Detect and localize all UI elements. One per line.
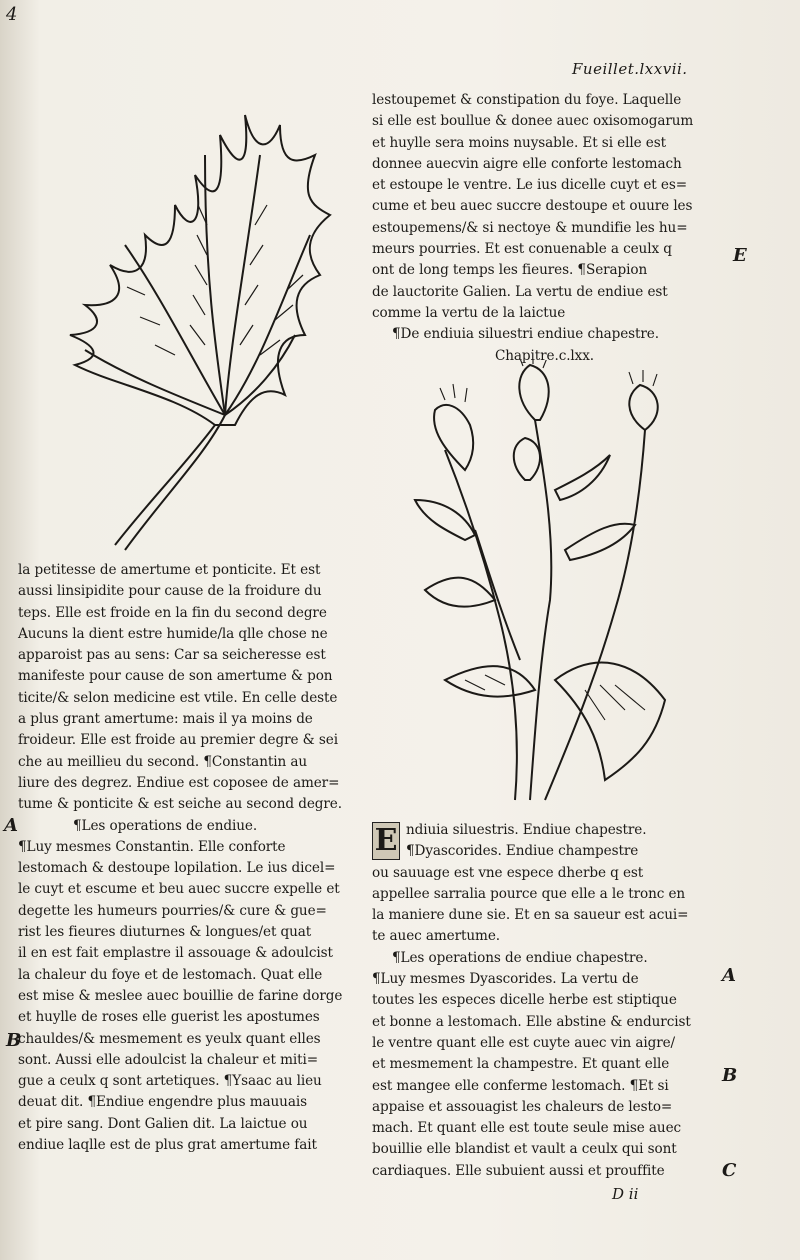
left-line-24: est mise & meslee auec bouillie de farine dorge — [18, 987, 343, 1004]
left-section-heading: ¶Les operations de endiue. — [73, 817, 258, 834]
left-line-19: le cuyt et escume et beu auec succre expelle et — [18, 881, 340, 898]
margin-letter-left-b: B — [6, 1030, 22, 1051]
margin-letter-right-c: C — [722, 1160, 737, 1181]
woodcut-wild-endive-illustration — [405, 360, 685, 820]
right-top-line-5: et estoupe le ventre. Le ius dicelle cuyt et es= — [372, 177, 687, 194]
left-line-6: manifeste pour cause de son amertume & pon — [18, 668, 333, 685]
right-column-bottom — [372, 820, 717, 1182]
right-bottom-line-17: cardiaques. Elle subuient aussi et prouffite — [372, 1162, 665, 1179]
right-bottom-line-11: le ventre quant elle est cuyte auec vin aigre/ — [372, 1034, 676, 1051]
decorated-initial: E — [372, 822, 400, 860]
left-line-26: chauldes/& mesmement es yeulx quant elles — [18, 1030, 321, 1047]
left-line-9: froideur. Elle est froide au premier degre & sei — [18, 732, 338, 749]
right-bottom-line-15: mach. Et quant elle est toute seule mise auec — [372, 1120, 682, 1137]
right-bottom-line-2: ¶Dyascorides. Endiue champestre — [406, 843, 639, 860]
left-line-22: il en est fait emplastre il assouage & adoulcist — [18, 945, 333, 962]
left-line-25: et huylle de roses elle guerist les apostumes — [18, 1009, 320, 1026]
page-number-top-left: 4 — [6, 4, 18, 25]
right-bottom-line-10: et bonne a lestomach. Elle abstine & endurcist — [372, 1013, 691, 1030]
right-bottom-line-5: la maniere dune sie. Et en sa saueur est acui= — [372, 907, 689, 924]
right-top-line-7: estoupemens/& si nectoye & mundifie les hu= — [372, 219, 688, 236]
right-bottom-line-6: te auec amertume. — [372, 928, 500, 945]
chapter-title: ¶De endiuia siluestri endiue chapestre. — [392, 326, 659, 343]
left-line-20: degette les humeurs pourries/& cure & gue= — [18, 902, 327, 919]
left-line-8: a plus grant amertume: mais il ya moins de — [18, 711, 313, 728]
right-top-line-4: donnee auecvin aigre elle conforte lestomach — [372, 155, 682, 172]
right-section-heading: ¶Les operations de endiue chapestre. — [392, 949, 648, 966]
right-top-line-2: si elle est boullue & donee auec oxisomogarum — [372, 113, 694, 130]
margin-letter-right-a: A — [722, 965, 736, 986]
right-bottom-line-1: E ndiuia siluestris. Endiue chapestre. — [372, 820, 717, 841]
right-top-line-9: ont de long temps les fieures. ¶Serapion — [372, 262, 648, 279]
left-line-12: tume & ponticite & est seiche au second degre. — [18, 796, 342, 813]
left-line-7: ticite/& selon medicine est vtile. En celle deste — [18, 689, 338, 706]
left-line-17: ¶Luy mesmes Constantin. Elle conforte — [18, 838, 286, 855]
running-head-folio: Fueillet.lxxvii. — [572, 60, 688, 78]
right-bottom-line-14: appaise et assouagist les chaleurs de lesto= — [372, 1098, 673, 1115]
signature-mark: D ii — [612, 1185, 639, 1203]
left-line-1: la petitesse de amertume et ponticite. Et est — [18, 562, 321, 578]
left-line-3: teps. Elle est froide en la fin du second degre — [18, 604, 327, 621]
right-bottom-line-8: ¶Luy mesmes Dyascorides. La vertu de — [372, 971, 639, 988]
right-bottom-line-13: est mangee elle conferme lestomach. ¶Et si — [372, 1077, 669, 1094]
right-top-line-3: et huylle sera moins nuysable. Et si elle est — [372, 134, 666, 151]
right-column-top — [372, 90, 717, 367]
left-line-21: rist les fieures diuturnes & longues/et quat — [18, 924, 312, 941]
margin-letter-right-b: B — [722, 1065, 738, 1086]
right-top-line-11: comme la vertu de la laictue — [372, 304, 566, 321]
left-line-31: endiue laqlle est de plus grat amertume fait — [18, 1137, 317, 1154]
right-bottom-line-3: ou sauuage est vne espece dherbe q est — [372, 864, 644, 881]
left-line-29: deuat dit. ¶Endiue engendre plus mauuais — [18, 1094, 307, 1111]
right-top-line-1: lestoupemet & constipation du foye. Laquelle — [372, 92, 682, 108]
left-column — [18, 560, 353, 1156]
right-top-line-10: de lauctorite Galien. La vertu de endiue est — [372, 283, 668, 300]
right-bottom-line-16: bouillie elle blandist et vault a ceulx qui sont — [372, 1141, 677, 1158]
chapter-number: Chapitre.c.lxx. — [494, 347, 595, 364]
left-line-28: gue a ceulx q sont artetiques. ¶Ysaac au lieu — [18, 1073, 322, 1090]
right-bottom-line-4: appellee sarralia pource que elle a le tronc en — [372, 885, 686, 902]
right-top-line-6: cume et beu auec succre destoupe et ouure les — [372, 198, 693, 215]
right-bottom-line-12: et mesmement la champestre. Et quant elle — [372, 1056, 670, 1073]
left-line-18: lestomach & destoupe lopilation. Le ius dicel= — [18, 860, 336, 877]
right-bottom-line-9: toutes les especes dicelle herbe est stiptique — [372, 992, 677, 1009]
left-line-2: aussi linsipidite pour cause de la froidure du — [18, 583, 322, 600]
left-line-4: Aucuns la dient estre humide/la qlle chose ne — [18, 625, 328, 642]
left-line-27: sont. Aussi elle adoulcist la chaleur et miti= — [18, 1051, 319, 1068]
left-line-23: la chaleur du foye et de lestomach. Quat elle — [18, 966, 323, 983]
right-top-line-8: meurs pourries. Et est conuenable a ceulx q — [372, 241, 672, 258]
left-line-11: liure des degrez. Endiue est coposee de amer= — [18, 774, 340, 791]
left-line-10: che au meillieu du second. ¶Constantin au — [18, 753, 307, 770]
woodcut-leaf-illustration — [55, 95, 335, 555]
left-line-5: apparoist pas au sens: Car sa seicheresse est — [18, 647, 326, 664]
left-line-30: et pire sang. Dont Galien dit. La laictue ou — [18, 1115, 308, 1132]
margin-letter-right-top: E — [733, 245, 747, 266]
margin-letter-left-a: A — [4, 815, 18, 836]
